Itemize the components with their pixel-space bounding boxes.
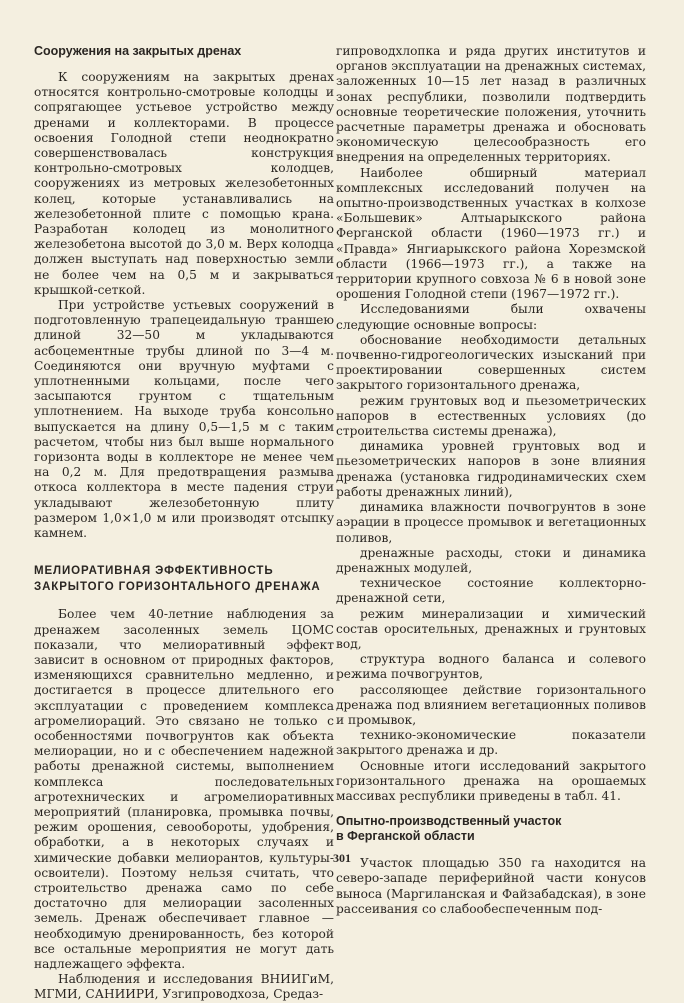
list-item: рассоляющее действие горизонтального дренажа под влиянием вегетационных поливов и промывок,	[336, 682, 646, 727]
paragraph: Наблюдения и исследования ВНИИГиМ, МГМИ, САНИИРИ, Узгипроводхоза, Средаз-	[34, 972, 334, 1002]
list-item: дренажные расходы, стоки и динамика дренажных модулей,	[336, 545, 646, 575]
chapter-heading-line-1: МЕЛИОРАТИВНАЯ ЭФФЕКТИВНОСТЬ	[34, 565, 274, 578]
list-item: режим минерализации и химический состав оросительных, дренажных и грунтовых вод,	[336, 606, 646, 651]
subsection-heading-line-2: в Ферганской области	[336, 829, 475, 844]
list-item: обоснование необходимости детальных почвенно-гидрогеологических изысканий при проектировании совершенных систем закрытого горизонтального дренажа,	[336, 332, 646, 393]
list-item: динамика влажности почвогрунтов в зоне аэрации в процессе промывок и вегетационных поливов,	[336, 500, 646, 545]
page-number: 301	[333, 851, 351, 865]
subsection-heading-line-1: Опытно-производственный участок	[336, 814, 562, 829]
paragraph: Более чем 40-летние наблюдения за дренажем засоленных земель ЦОМС показали, что мелиоративный эффект зависит в основном от природных факторов, изменяющихся сравнительно медленно, и достигается в процессе длительного его эксплуатации с проведением комплекса агромелиораций. Это связано не только с особенностями почвогрунтов как объекта мелиорации, но и с обеспечением надежной работы дренажной системы, выполнением комплекса последовательных агротехнических и агромелиоративных мероприятий (планировка, промывка почвы, режим орошения, севообороты, удобрения, обработки, а в некоторых случаях и химические добавки мелиорантов, культуры-освоители). Поэтому нельзя считать, что строительство дренажа само по себе достаточно для мелиорации засоленных земель. Дренаж обеспечивает главное — необходимую дренированность, без которой все остальные мероприятия не могут дать надлежащего эффекта.	[34, 607, 334, 971]
list-item: структура водного баланса и солевого режима почвогрунтов,	[336, 652, 646, 682]
paragraph: Участок площадью 350 га находится на северо-западе периферийной части конусов выноса (Маргиланская и Файзабадская), в зоне рассеивания со слабообеспеченным под-	[336, 856, 646, 916]
list-item: технико-экономические показатели закрытого дренажа и др.	[336, 728, 646, 758]
chapter-heading	[34, 563, 334, 595]
list-item: техническое состояние коллекторно-дренажной сети,	[336, 576, 646, 606]
paragraph: К сооружениям на закрытых дренах относятся контрольно-смотровые колодцы и сопрягающее устьевое устройство между дренами и коллекторами. В процессе освоения Голодной степи неоднократно совершенствовалась конструкция контрольно-смотровых колодцев, сооружениях из метровых железобетонных колец, которые устанавливались на железобетонной плите с помощью крана. Разработан колодец из монолитного железобетона высотой до 3,0 м. Верх колодца должен выступать над поверхностью земли не более чем на 0,5 м и закрываться крышкой-сеткой.	[34, 70, 334, 297]
chapter-heading-line-2: ЗАКРЫТОГО ГОРИЗОНТАЛЬНОГО ДРЕНАЖА	[34, 581, 321, 594]
subsection-heading	[336, 814, 646, 844]
paragraph-continuation: гипроводхлопка и ряда других институтов и органов эксплуатации на дренажных системах, заложенных 10—15 лет назад в различных зонах республики, позволили подтвердить основные теоретические положения, уточнить расчетные параметры дренажа и обосновать экономическую целесообразность его внедрения на определенных территориях.	[336, 44, 646, 165]
paragraph: Наиболее обширный материал комплексных исследований получен на опытно-производственных участках в колхозе «Большевик» Алтыарыкского района Ферганской области (1960—1973 гг.) и «Правда» Янгиарыкского района Хорезмской области (1966—1973 гг.), а также на территории крупного совхоза № 6 в новой зоне орошения Голодной степи (1967—1972 гг.).	[336, 165, 646, 302]
paragraph: Основные итоги исследований закрытого горизонтального дренажа на орошаемых массивах республики приведены в табл. 41.	[336, 758, 646, 803]
paragraph: При устройстве устьевых сооружений в подготовленную трапецеидальную траншею длиной 32—50 м укладываются асбоцементные трубы длиной по 3—4 м. Соединяются они вручную муфтами с уплотненными кольцами, после чего засыпаются грунтом с тщательным уплотнением. На выходе труба консольно выпускается на длину 0,5—1,5 м с таким расчетом, чтобы низ был выше нормального горизонта воды в коллекторе не менее чем на 0,2 м. Для предотвращения размыва откоса коллектора в месте падения струи укладывают железобетонную плиту размером 1,0×1,0 м или производят отсыпку камнем.	[34, 298, 334, 541]
paragraph: Исследованиями были охвачены следующие основные вопросы:	[336, 302, 646, 332]
right-column	[336, 44, 646, 917]
list-item: режим грунтовых вод и пьезометрических напоров в естественных условиях (до строительства системы дренажа),	[336, 393, 646, 439]
section-heading-closed-drains: Сооружения на закрытых дренах	[34, 44, 242, 58]
list-item: динамика уровней грунтовых вод и пьезометрических напоров в зоне влияния дренажа (установка гидродинамических схем работы дренажных линий),	[336, 439, 646, 499]
